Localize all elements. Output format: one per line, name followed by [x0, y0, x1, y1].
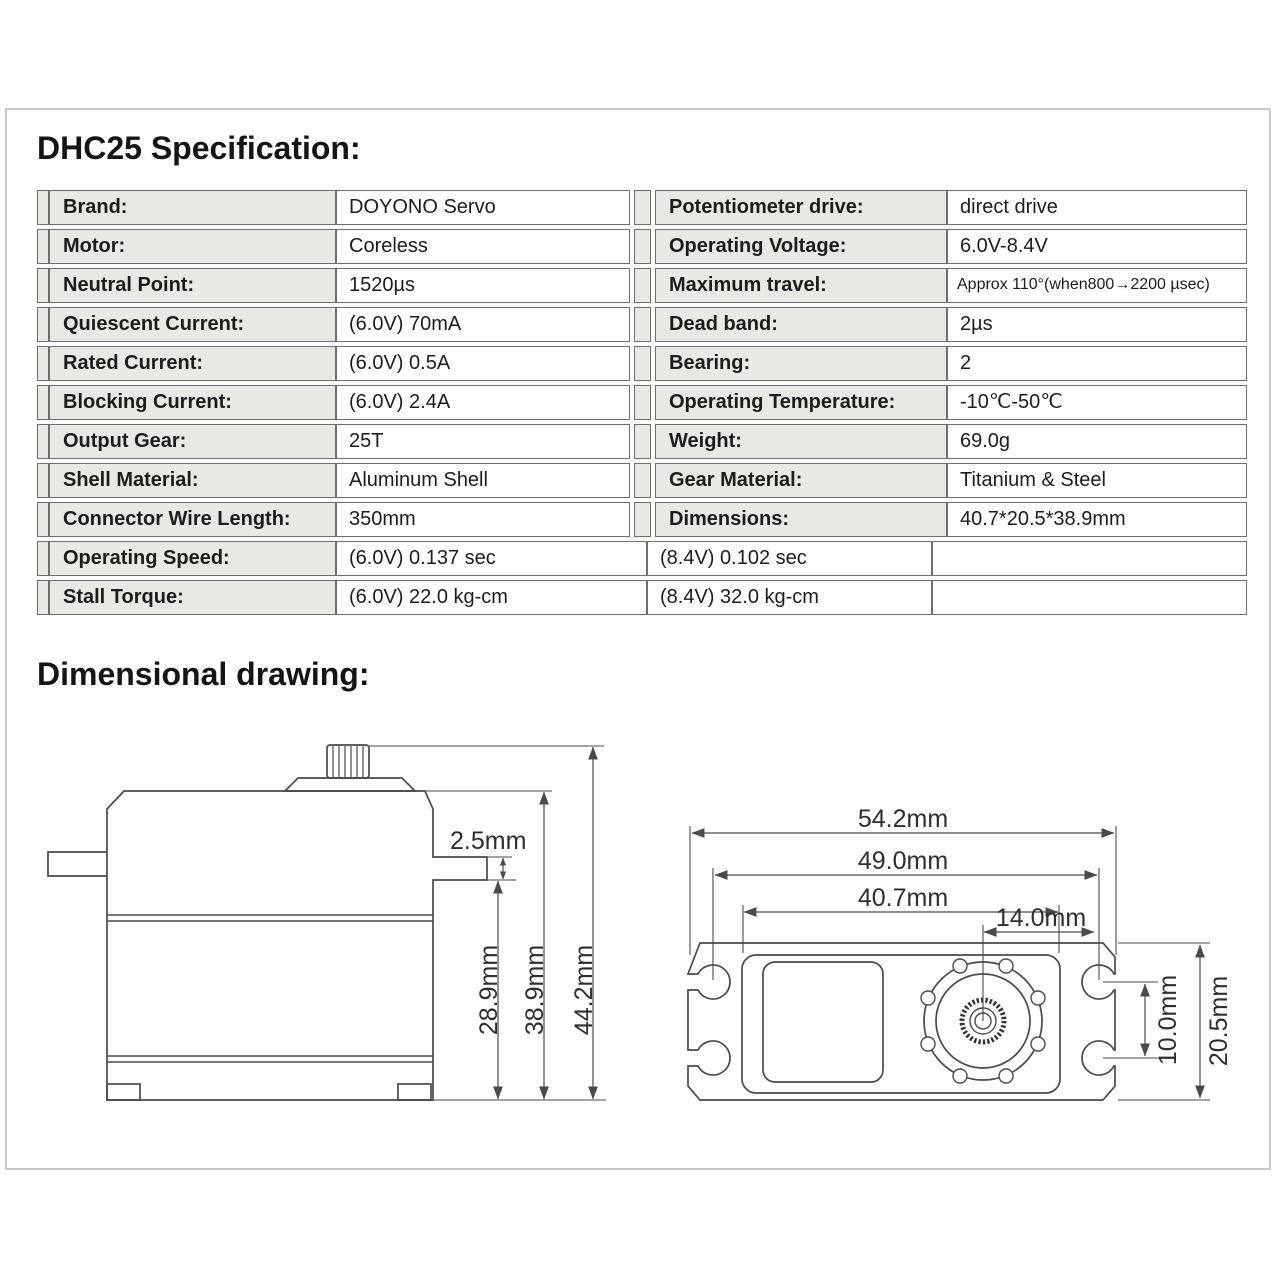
spec-label-cell: Neutral Point:	[49, 268, 336, 303]
spec-label-cell: Quiescent Current:	[49, 307, 336, 342]
spec-value-cell: direct drive	[947, 190, 1247, 225]
spec-label-cell: Motor:	[49, 229, 336, 264]
dim-hole-pitch: 10.0mm	[1154, 974, 1182, 1066]
spec-value-cell: 2	[947, 346, 1247, 381]
spec-value-cell: (8.4V) 0.102 sec	[647, 541, 932, 576]
spec-value-cell: -10℃-50℃	[947, 385, 1247, 420]
spec-value-cell: 2µs	[947, 307, 1247, 342]
shaft-mount	[285, 778, 415, 791]
spec-value-cell: 1520µs	[336, 268, 630, 303]
spec-label-cell: Dead band:	[655, 307, 947, 342]
spec-value-cell: (6.0V) 0.137 sec	[336, 541, 647, 576]
case-seam-lines	[107, 915, 433, 1062]
wire-tab	[48, 852, 107, 876]
spec-label-cell: Operating Speed:	[49, 541, 336, 576]
spec-label-cell: Weight:	[655, 424, 947, 459]
spec-value-cell: 6.0V-8.4V	[947, 229, 1247, 264]
spec-value-cell: Titanium & Steel	[947, 463, 1247, 498]
foot-left	[107, 1084, 140, 1100]
side-extension-lines	[369, 746, 606, 1100]
foot-right	[398, 1084, 431, 1100]
spec-label-cell: Brand:	[49, 190, 336, 225]
side-dimension-lines	[498, 747, 593, 1099]
spec-value-cell: (6.0V) 70mA	[336, 307, 630, 342]
case-section	[763, 962, 883, 1082]
spec-value-cell: 350mm	[336, 502, 630, 537]
spec-label-cell: Output Gear:	[49, 424, 336, 459]
spec-label-cell: Operating Voltage:	[655, 229, 947, 264]
spec-value-cell: (8.4V) 32.0 kg-cm	[647, 580, 932, 615]
dim-flange-height: 38.9mm	[521, 944, 549, 1036]
spec-label-cell: Rated Current:	[49, 346, 336, 381]
spec-value-cell: (6.0V) 0.5A	[336, 346, 630, 381]
mounting-flange-outline	[688, 943, 1115, 1100]
spec-title: DHC25 Specification:	[37, 130, 361, 166]
dim-total-height: 44.2mm	[570, 944, 598, 1036]
dim-shaft-offset: 14.0mm	[995, 904, 1087, 932]
spec-value-cell: 69.0g	[947, 424, 1247, 459]
servo-body-outline	[107, 791, 487, 1100]
spec-label-cell: Bearing:	[655, 346, 947, 381]
spec-value-cell: Coreless	[336, 229, 630, 264]
spec-label-cell: Stall Torque:	[49, 580, 336, 615]
content-frame	[5, 108, 1271, 1170]
dim-case-height: 28.9mm	[475, 944, 503, 1036]
spec-label-cell: Shell Material:	[49, 463, 336, 498]
dim-hole-span: 49.0mm	[857, 847, 949, 875]
spec-value-cell: (6.0V) 22.0 kg-cm	[336, 580, 647, 615]
spec-label-cell: Gear Material:	[655, 463, 947, 498]
dimensional-drawing	[7, 110, 1269, 1168]
dim-body-length: 40.7mm	[857, 884, 949, 912]
spec-label-cell: Potentiometer drive:	[655, 190, 947, 225]
dim-flange-thickness: 2.5mm	[450, 827, 527, 855]
spec-value-cell: DOYONO Servo	[336, 190, 630, 225]
dim-overall-length: 54.2mm	[857, 805, 949, 833]
spec-value-cell: 25T	[336, 424, 630, 459]
spec-value-cell: Aluminum Shell	[336, 463, 630, 498]
top-extension-lines	[690, 826, 1210, 1100]
servo-shaft	[327, 745, 369, 778]
spec-value-cell: (6.0V) 2.4A	[336, 385, 630, 420]
spec-value-cell: Approx 110°(when800→2200 µsec)	[947, 268, 1247, 303]
spec-label-cell: Operating Temperature:	[655, 385, 947, 420]
spec-label-cell: Blocking Current:	[49, 385, 336, 420]
spec-label-cell: Connector Wire Length:	[49, 502, 336, 537]
spec-label-cell: Dimensions:	[655, 502, 947, 537]
servo-side-view	[48, 745, 606, 1100]
spec-value-cell: 40.7*20.5*38.9mm	[947, 502, 1247, 537]
dim-body-width: 20.5mm	[1205, 975, 1233, 1067]
spec-label-cell: Maximum travel:	[655, 268, 947, 303]
servo-top-view	[688, 805, 1233, 1100]
drawing-title: Dimensional drawing:	[37, 656, 370, 692]
